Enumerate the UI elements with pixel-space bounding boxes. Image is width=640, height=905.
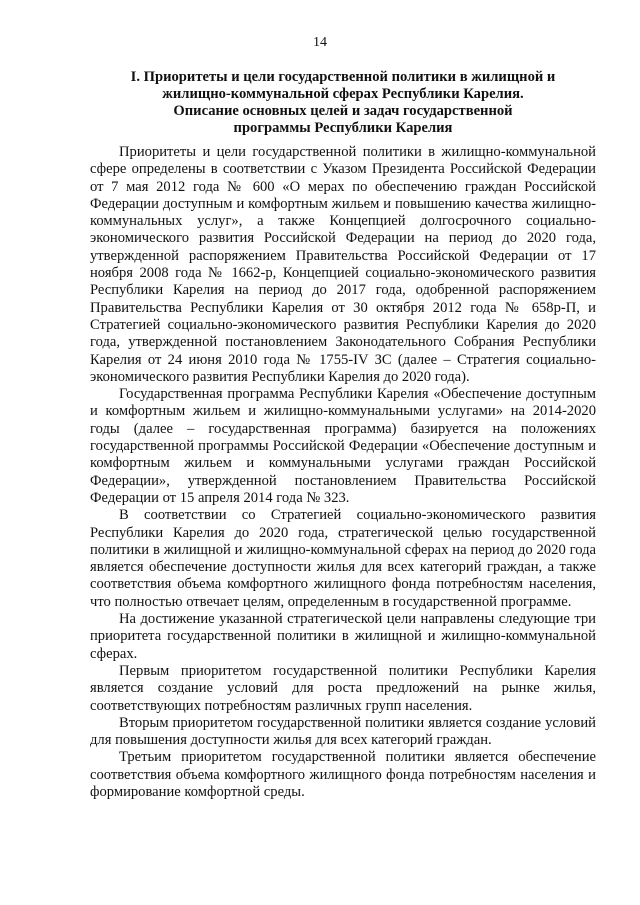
body-text (90, 144, 596, 801)
paragraph-strategic-goal: В соответствии со Стратегией социально-экономического развития Республики Карелия до 2020 года, стратегической целью государственной политики в жилищной и жилищно-коммунальной сферах на период до 2020 года является обеспечение доступности жилья для всех категорий граждан, а также соответствия объема комфортного жилищного фонда потребностям населения, что полностью отвечает целям, определенным в государственной программе. (90, 507, 596, 610)
paragraph-state-program: Государственная программа Республики Карелия «Обеспечение доступным и комфортным жильем и жилищно-коммунальными услугами» на 2014-2020 годы (далее – государственная программа) базируется на положениях государственной программы Российской Федерации «Обеспечение доступным и комфортным жильем и коммунальными услугами граждан Российской Федерации», утвержденной постановлением Правительства Российской Федерации от 15 апреля 2014 года № 323. (90, 386, 596, 506)
paragraph-three-priorities: На достижение указанной стратегической цели направлены следующие три приоритета государственной политики в жилищной и жилищно-коммунальной сферах. (90, 611, 596, 662)
page-number: 14 (313, 35, 327, 50)
paragraph-priorities: Приоритеты и цели государственной политики в жилищно-коммунальной сфере определены в соответствии с Указом Президента Российской Федерации от 7 мая 2012 года № 600 «О мерах по обеспечению граждан Российской Федерации доступным и комфортным жильем и повышению качества жилищно-коммунальных услуг», а также Концепцией долгосрочного социально-экономического развития Российской Федерации на период до 2020 года, утвержденной распоряжением Правительства Российской Федерации от 17 ноября 2008 года № 1662-р, Концепцией социально-экономического развития Республики Карелия на период до 2017 года, одобренной распоряжением Правительства Республики Карелия от 30 октября 2012 года № 658р-П, и Стратегией социально-экономического развития Республики Карелия до 2020 года, утвержденной постановлением Законодательного Собрания Республики Карелия от 24 июня 2010 года № 1755-IV ЗС (далее – Стратегия социально-экономического развития Республики Карелия до 2020 года). (90, 144, 596, 385)
heading-line-4: программы Республики Карелия (233, 120, 453, 136)
heading-line-2: жилищно-коммунальной сферах Республики Карелия. (162, 86, 524, 102)
heading-line-3: Описание основных целей и задач государственной (173, 103, 513, 119)
paragraph-second-priority: Вторым приоритетом государственной политики является создание условий для повышения доступности жилья для всех категорий граждан. (90, 714, 596, 749)
paragraph-third-priority: Третьим приоритетом государственной политики является обеспечение соответствия объема комфортного жилищного фонда потребностям населения и формирование комфортной среды. (90, 749, 596, 800)
heading-line-1: I. Приоритеты и цели государственной политики в жилищной и (130, 69, 556, 85)
section-heading (100, 69, 586, 137)
paragraph-first-priority: Первым приоритетом государственной политики Республики Карелия является создание условий для роста предложений на рынке жилья, соответствующих потребностям различных групп населения. (90, 662, 596, 714)
